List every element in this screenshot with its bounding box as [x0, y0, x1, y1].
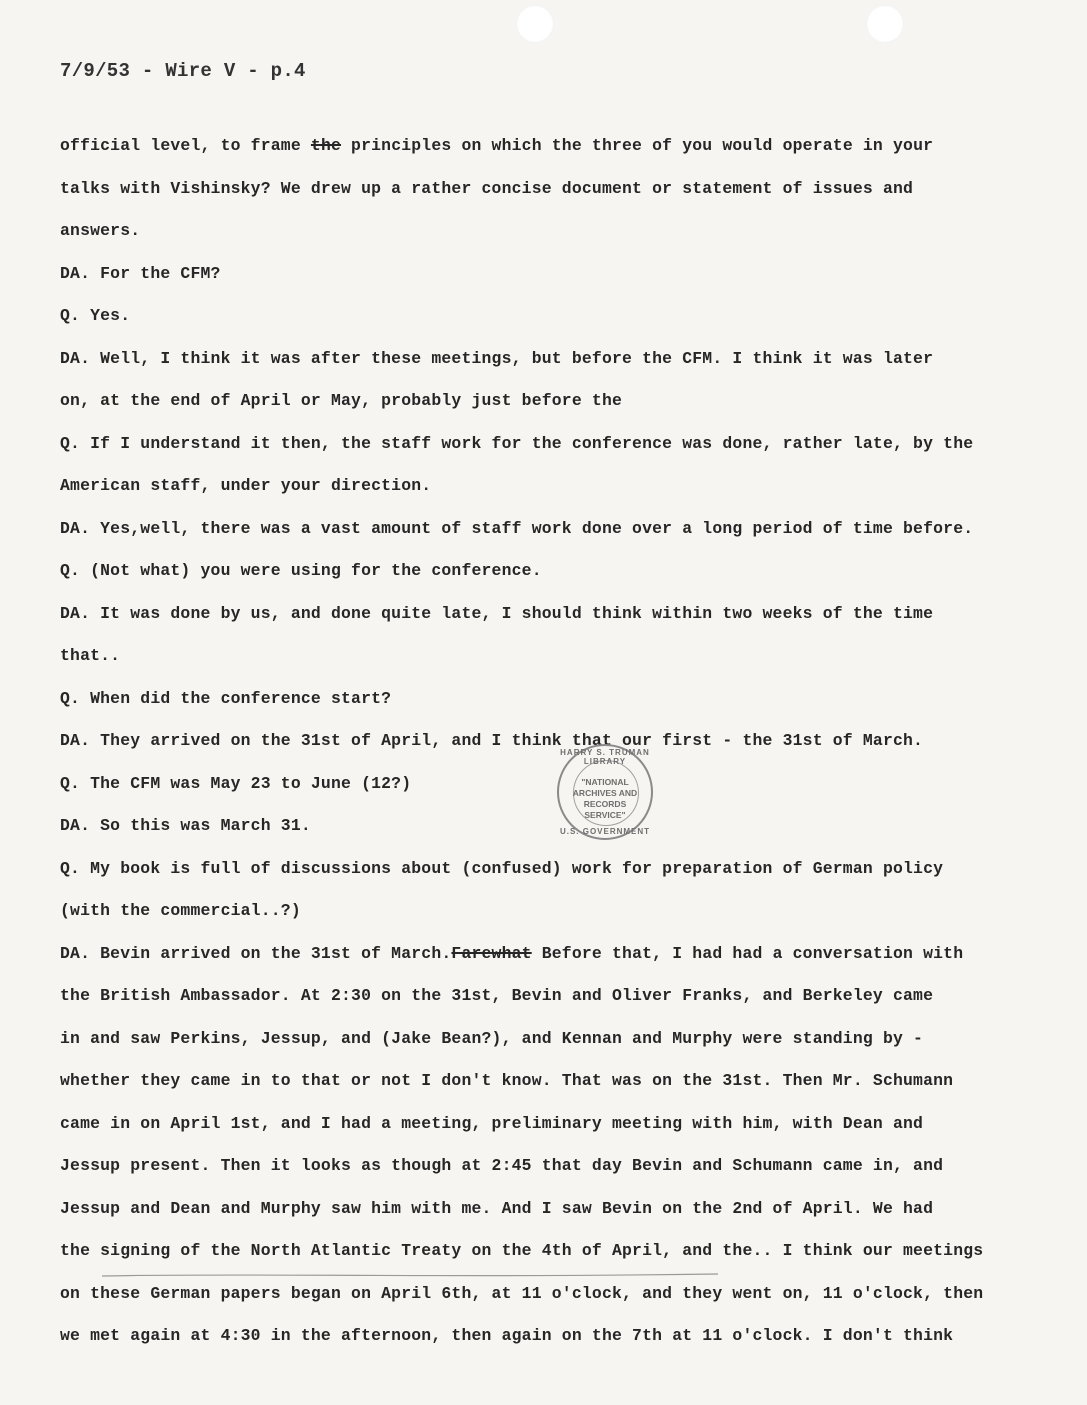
stamp-line: "NATIONAL — [581, 777, 629, 787]
line-text: answers. — [60, 221, 141, 240]
text-line — [60, 635, 1050, 678]
text-line — [60, 890, 1050, 933]
stamp-ring-bottom: U.S. GOVERNMENT — [559, 827, 651, 836]
stamp-line: RECORDS — [583, 799, 627, 809]
line-text: in and saw Perkins, Jessup, and (Jake Bean?), and Kennan and Murphy were standing by - — [60, 1028, 924, 1048]
text-line — [60, 1230, 1050, 1273]
stamp-line: ARCHIVES AND — [572, 788, 638, 798]
line-text: Q. (Not what) you were using for the conference. — [60, 561, 542, 580]
line-text: DA. So this was March 31. — [60, 816, 311, 835]
punch-hole-right — [866, 5, 904, 43]
line-text: Q. If I understand it then, the staff work for the conference was done, rather late, by the — [60, 433, 974, 453]
text-line — [60, 720, 1050, 763]
text-line — [60, 805, 1050, 848]
line-text: DA. Yes,well, there was a vast amount of staff work done over a long period of time before. — [60, 518, 974, 538]
text-line — [60, 1018, 1050, 1061]
line-text: on these German papers began on April 6th, at 11 o'clock, and they went on, 11 o'clock, then — [60, 1283, 984, 1303]
line-text: we met again at 4:30 in the afternoon, then again on the 7th at 11 o'clock. I don't think — [60, 1326, 954, 1345]
line-text: DA. For the CFM? — [60, 263, 221, 283]
line-text: Jessup and Dean and Murphy saw him with me. And I saw Bevin on the 2nd of April. We had — [60, 1198, 934, 1218]
page-header: 7/9/53 - Wire V - p.4 — [60, 60, 306, 82]
struck-out-text: the — [310, 136, 342, 155]
line-text: whether they came in to that or not I don't know. That was on the 31st. Then Mr. Schumann — [60, 1071, 954, 1090]
line-text: Before that, I had had a conversation with — [531, 943, 964, 963]
text-line — [60, 678, 1050, 721]
line-text: principles on which the three of you would operate in your — [341, 136, 934, 155]
text-line — [60, 423, 1050, 466]
line-text: (with the commercial..?) — [60, 901, 301, 920]
text-line — [60, 338, 1050, 381]
text-line — [60, 380, 1050, 423]
text-line — [60, 508, 1050, 551]
text-line — [60, 848, 1050, 891]
text-line — [60, 550, 1050, 593]
line-text: DA. Well, I think it was after these meetings, but before the CFM. I think it was later — [60, 348, 934, 368]
line-text: DA. They arrived on the 31st of April, and I think that our first - the 31st of March. — [60, 731, 924, 750]
text-line — [60, 975, 1050, 1018]
stamp-ring-top: HARRY S. TRUMAN LIBRARY — [560, 748, 650, 766]
punch-hole-left — [516, 5, 554, 43]
stamp-center — [559, 777, 651, 821]
line-text: the signing of the North Atlantic Treaty on the 4th of April, and the.. I think our meetings — [60, 1241, 984, 1260]
text-line — [60, 1103, 1050, 1146]
line-text: DA. Bevin arrived on the 31st of March. — [60, 943, 452, 963]
text-line — [60, 593, 1050, 636]
line-text: talks with Vishinsky? We drew up a rather concise document or statement of issues and — [60, 178, 914, 198]
text-line — [60, 933, 1050, 976]
handwritten-underline — [100, 1270, 720, 1280]
text-line — [60, 465, 1050, 508]
text-line — [60, 168, 1050, 211]
line-text: on, at the end of April or May, probably just before the — [60, 391, 623, 410]
text-line — [60, 1145, 1050, 1188]
stamp-line: SERVICE" — [584, 810, 626, 820]
text-line — [60, 210, 1050, 253]
line-text: American staff, under your direction. — [60, 476, 432, 495]
text-line — [60, 763, 1050, 806]
line-text: Q. The CFM was May 23 to June (12?) — [60, 773, 412, 793]
line-text: official level, to frame — [60, 136, 311, 155]
line-text: the British Ambassador. At 2:30 on the 31st, Bevin and Oliver Franks, and Berkeley came — [60, 986, 934, 1005]
line-text: came in on April 1st, and I had a meeting, preliminary meeting with him, with Dean and — [60, 1113, 924, 1133]
text-line — [60, 125, 1050, 168]
line-text: Q. Yes. — [60, 306, 131, 325]
line-text: that.. — [60, 646, 121, 665]
text-line — [60, 1188, 1050, 1231]
line-text: DA. It was done by us, and done quite late, I should think within two weeks of the time — [60, 603, 934, 623]
line-text: Q. My book is full of discussions about (confused) work for preparation of German policy — [60, 858, 944, 878]
transcript-body — [60, 125, 1050, 1358]
struck-out-text: Farewhat — [451, 943, 532, 963]
text-line — [60, 1060, 1050, 1103]
archive-stamp — [557, 744, 653, 840]
text-line — [60, 295, 1050, 338]
text-line — [60, 253, 1050, 296]
line-text: Jessup present. Then it looks as though at 2:45 that day Bevin and Schumann came in, and — [60, 1156, 944, 1175]
line-text: Q. When did the conference start? — [60, 688, 392, 708]
text-line — [60, 1315, 1050, 1358]
